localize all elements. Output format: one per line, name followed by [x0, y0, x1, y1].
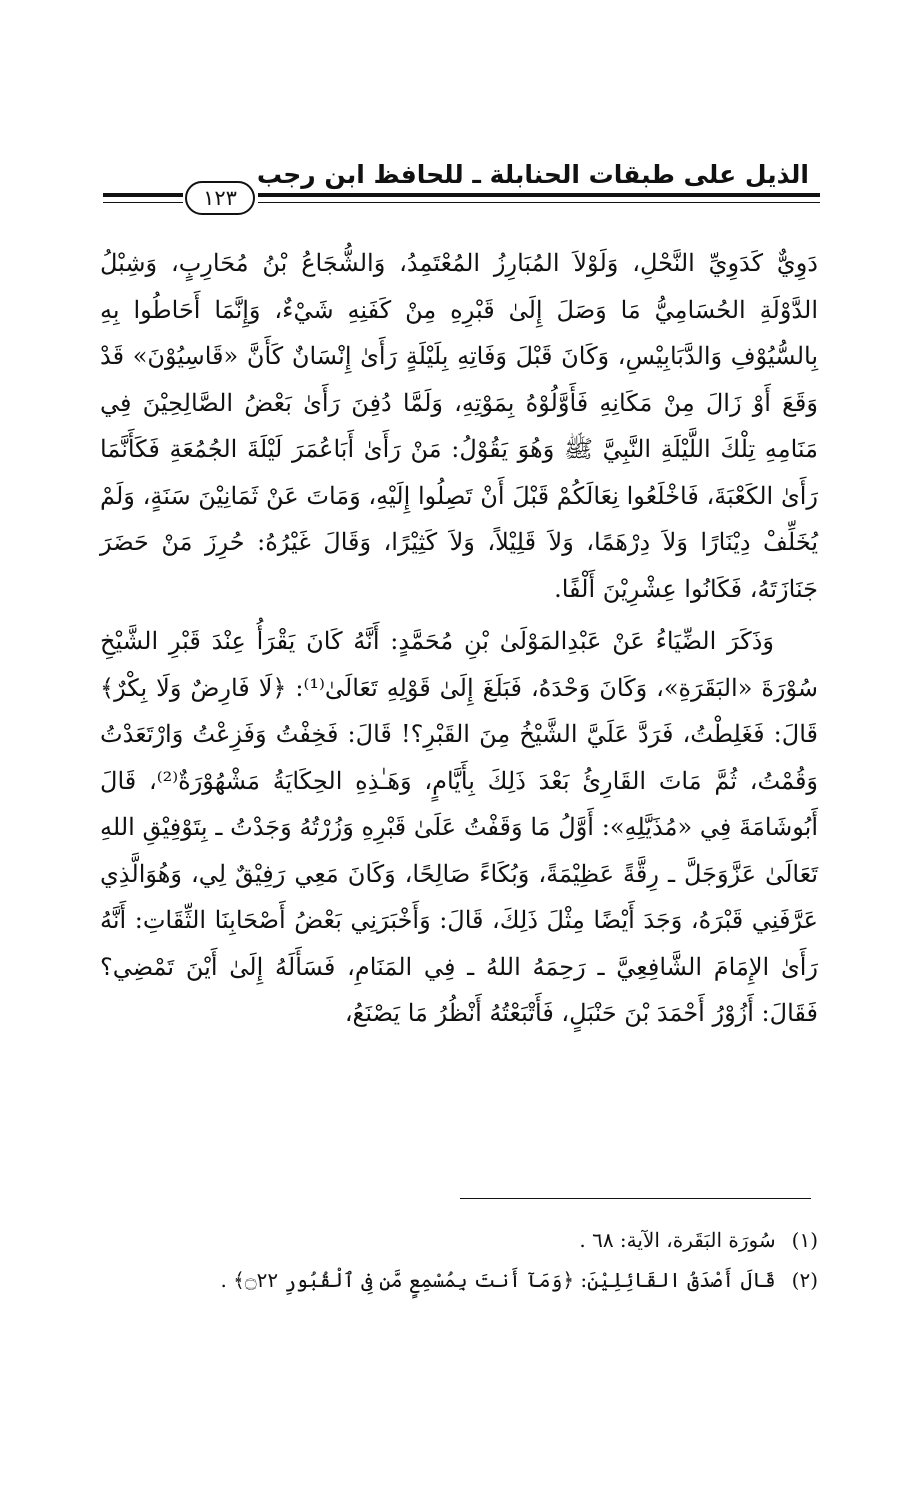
footnotes — [98, 1220, 818, 1300]
paragraph-2: وَذَكَرَ الضِّيَاءُ عَنْ عَبْدِالمَوْلَىٰ بْنِ مُحَمَّدٍ: أَنَّهُ كَانَ يَقْرَأُ عِنْدَ قَبْرِ الشَّيْخِ سُوْرَةَ «البَقَرَةِ»، وَكَانَ وَحْدَهُ، فَبَلَغَ إِلَىٰ قَوْلِهِ تَعَالَىٰ⁽¹⁾: ﴿لَا فَارِضٌ وَلَا بِكْرٌ﴾ قَالَ: فَغَلِطْتُ، فَرَدَّ عَلَيَّ الشَّيْخُ مِنَ القَبْرِ؟! قَالَ: فَخِفْتُ وَفَزِعْتُ وَارْتَعَدْتُ وَقُمْتُ، ثُمَّ مَاتَ القَارِئُ بَعْدَ ذَلِكَ بِأَيَّامٍ، وَهَـٰذِهِ الحِكَايَةُ مَشْهُوْرَةٌ⁽²⁾، قَالَ أَبُوشَامَةَ فِي «مُذَيَّلِهِ»: أَوَّلُ مَا وَقَفْتُ عَلَىٰ قَبْرِهِ وَزُرْتُهُ وَجَدْتُ ـ بِتَوْفِيْقِ اللهِ تَعَالَىٰ عَزَّوَجَلَّ ـ رِقَّةً عَظِيْمَةً، وَبُكَاءً صَالِحًا، وَكَانَ مَعِي رَفِيْقٌ لِي، وَهُوَالَّذِي عَرَّفَنِي قَبْرَهُ، وَجَدَ أَيْضًا مِثْلَ ذَلِكَ، قَالَ: وَأَخْبَرَنِي بَعْضُ أَصْحَابِنَا الثِّقَاتِ: أَنَّهُ رَأَىٰ الإِمَامَ الشَّافِعِيَّ ـ رَحِمَهُ اللهُ ـ فِي المَنَامِ، فَسَأَلَهُ إِلَىٰ أَيْنَ تَمْضِي؟ فَقَالَ: أَزُوْرُ أَحْمَدَ بْنَ حَنْبَلٍ، فَأَتْبَعْتُهُ أَنْظُرُ مَا يَصْنَعُ، — [100, 627, 819, 1027]
paragraph-1: دَوِيٌّ كَدَوِيِّ النَّحْلِ، وَلَوْلاَ المُبَارِزُ المُعْتَمِدُ، وَالشُّجَاعُ بْنُ مُحَارِبٍ، وَشِبْلُ الدَّوْلَةِ الحُسَامِيُّ مَا وَصَلَ إِلَىٰ قَبْرِهِ مِنْ كَفَنِهِ شَيْءٌ، وَإِنَّمَا أَحَاطُوا بِهِ بِالسُّيُوْفِ وَالدَّبَابِيْسِ، وَكَانَ قَبْلَ وَفَاتِهِ بِلَيْلَةٍ رَأَىٰ إِنْسَانٌ كَأَنَّ «قَاسِيُوْنَ» قَدْ وَقَعَ أَوْ زَالَ مِنْ مَكَانِهِ فَأَوَّلُوْهُ بِمَوْتِهِ، وَلَمَّا دُفِنَ رَأَىٰ بَعْضُ الصَّالِحِيْنَ فِي مَنَامِهِ تِلْكَ اللَّيْلَةِ النَّبِيَّ ﷺ وَهُوَ يَقُوْلُ: مَنْ رَأَىٰ أَبَاعُمَرَ لَيْلَةَ الجُمُعَةِ فَكَأَنَّمَا رَأَىٰ الكَعْبَةَ، فَاخْلَعُوا نِعَالَكُمْ قَبْلَ أَنْ تَصِلُوا إِلَيْهِ، وَمَاتَ عَنْ ثَمَانِيْنَ سَنَةٍ، وَلَمْ يُخَلِّفْ دِيْنَارًا وَلاَ دِرْهَمًا، وَلاَ قَلِيْلاً، وَلاَ كَثِيْرًا، وَقَالَ غَيْرُهُ: حُرِزَ مَنْ حَضَرَ جَنَازَتَهُ، فَكَانُوا عِشْرِيْنَ أَلْفًا. — [100, 249, 818, 603]
header-rule-right — [258, 193, 820, 203]
footnote-number: (١) — [791, 1228, 818, 1252]
footnote-2 — [98, 1260, 818, 1300]
footnote-1 — [98, 1220, 818, 1260]
footnote-separator — [460, 1198, 811, 1199]
footnote-text: قَالَ أَصْدَقُ القَائِلِيْنَ: ﴿وَمَآ أَنتَ بِمُسْمِعٍ مَّن فِى ٱلْقُبُورِ ۝٢٢﴾ . — [220, 1268, 776, 1292]
main-text — [100, 240, 818, 1037]
footnote-text: سُورَة البَقَرة، الآية: ٦٨ . — [579, 1228, 776, 1252]
page-number: ١٢٣ — [185, 181, 255, 215]
header-rule-left — [103, 193, 183, 203]
running-header-title: الذيل على طبقات الحنابلة ـ للحافظ ابن رجب — [256, 160, 809, 189]
footnote-number: (٢) — [791, 1268, 818, 1292]
